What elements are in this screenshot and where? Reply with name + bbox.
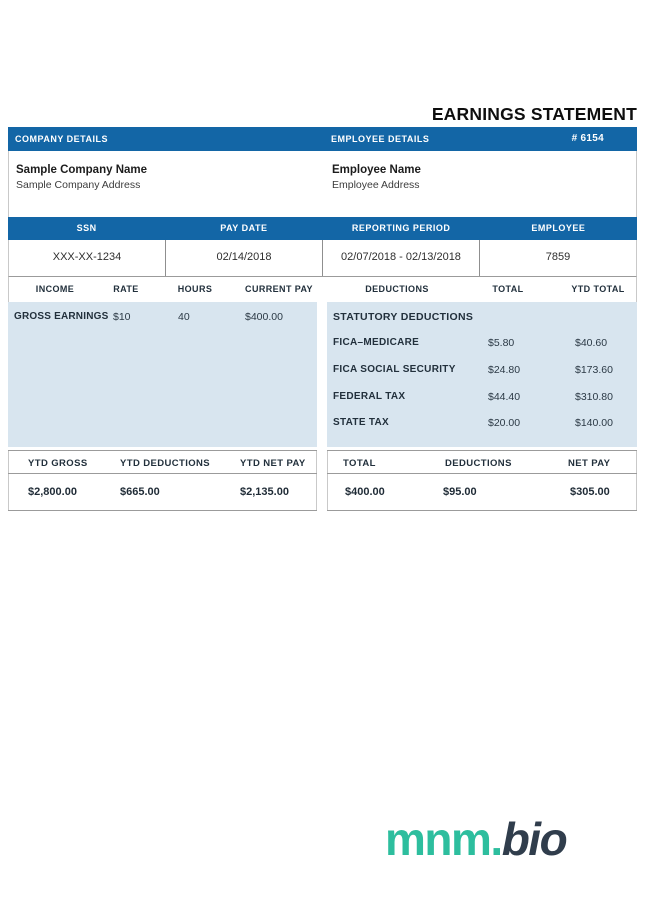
pay-info-value-row [8,240,637,277]
ytd-total-header: YTD TOTAL [571,284,625,294]
brand-logo [385,812,566,866]
statutory-deductions-label: STATUTORY DEDUCTIONS [333,311,474,323]
company-info [16,164,147,191]
deduction-ytd: $40.60 [575,337,608,349]
deduction-label: FEDERAL TAX [333,391,406,402]
gross-earnings-current-pay: $400.00 [245,311,283,323]
gross-earnings-label: GROSS EARNINGS [14,311,109,322]
current-summary-panel [327,450,637,511]
total-value: $400.00 [345,486,385,498]
earnings-body [8,302,637,447]
employee-name: Employee Name [332,164,421,176]
deduction-total: $20.00 [488,417,521,429]
ytd-summary-value-row [8,474,317,511]
deduction-ytd: $140.00 [575,417,613,429]
net-pay-value: $305.00 [570,486,610,498]
deductions-value: $95.00 [443,486,477,498]
current-pay-header: CURRENT PAY [245,284,313,294]
net-pay-header: NET PAY [568,458,611,469]
ytd-summary-header-row [8,450,317,474]
company-address: Sample Company Address [16,179,141,191]
deduction-label: FICA SOCIAL SECURITY [333,364,456,375]
deduction-total: $5.80 [488,337,515,349]
ytd-gross-header: YTD GROSS [28,458,88,469]
deduction-total: $44.40 [488,391,521,403]
deduction-total: $24.80 [488,364,521,376]
earnings-table-header-row [8,277,637,302]
gross-earnings-hours: 40 [178,311,190,323]
hours-header: HOURS [177,284,213,294]
deduction-row [327,417,637,430]
deductions-header: DEDUCTIONS [365,284,429,294]
employee-column-header: EMPLOYEE [531,223,586,233]
deduction-row [327,391,637,404]
current-summary-header-row [327,450,637,474]
ytd-net-pay-value: $2,135.00 [240,486,289,498]
page-title: EARNINGS STATEMENT [431,104,637,124]
deductions-summary-header: DEDUCTIONS [445,458,512,469]
pay-date-value: 02/14/2018 [166,240,323,276]
ssn-column-header: SSN [76,223,97,233]
rate-header: RATE [113,284,139,294]
pay-date-column-header: PAY DATE [220,223,268,233]
logo-mnm-text: mnm. [385,813,502,865]
ssn-value: XXX-XX-1234 [9,240,166,276]
deduction-label: FICA–MEDICARE [333,337,420,348]
parties-section [8,151,637,217]
details-header-bar [8,127,637,151]
deduction-row [327,337,637,350]
income-header: INCOME [35,284,75,294]
ytd-deductions-value: $665.00 [120,486,160,498]
reporting-period-column-header: REPORTING PERIOD [351,223,451,233]
employee-number-value: 7859 [545,251,571,263]
deduction-label: STATE TAX [333,417,390,428]
current-summary-value-row [327,474,637,511]
ytd-net-pay-header: YTD NET PAY [240,458,306,469]
deduction-ytd: $173.60 [575,364,613,376]
income-panel [8,302,317,447]
total-header: TOTAL [492,284,524,294]
ytd-gross-value: $2,800.00 [28,486,77,498]
reporting-period-value: 02/07/2018 - 02/13/2018 [323,240,480,276]
statement-number: # 6154 [571,133,604,144]
deduction-row [327,364,637,377]
company-details-label: COMPANY DETAILS [15,134,109,144]
summary-section [8,450,637,511]
earnings-statement [8,127,637,511]
deduction-ytd: $310.80 [575,391,613,403]
pay-info-header-row [8,217,637,240]
ytd-summary-panel [8,450,317,511]
gross-earnings-rate: $10 [113,311,131,323]
total-summary-header: TOTAL [343,458,376,469]
company-name: Sample Company Name [16,164,148,176]
employee-details-label: EMPLOYEE DETAILS [331,134,430,144]
employee-address: Employee Address [332,179,420,191]
ytd-deductions-header: YTD DEDUCTIONS [120,458,211,469]
employee-info [332,164,421,191]
deductions-panel [327,302,637,447]
logo-bio-text: bio [501,813,567,865]
